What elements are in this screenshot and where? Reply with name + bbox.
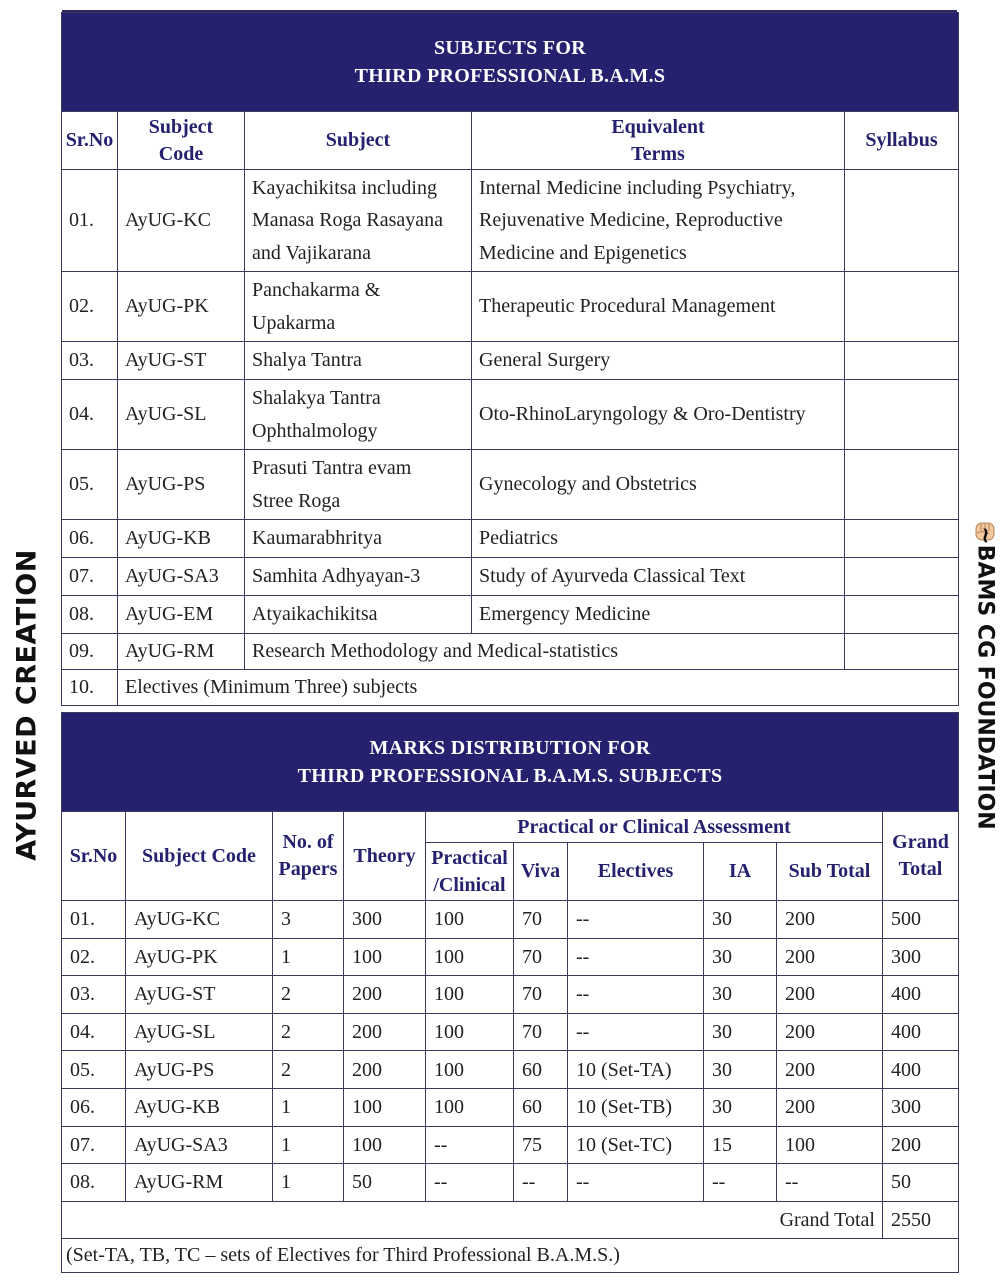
- subject-sr: 08.: [62, 596, 118, 634]
- subject-equivalent-line: General Surgery: [479, 349, 611, 372]
- subject-name: [245, 272, 472, 342]
- marks-header-subject-code: Subject Code: [126, 812, 273, 901]
- marks-code: AyUG-KB: [126, 1088, 273, 1126]
- marks-sr: 04.: [62, 1013, 126, 1051]
- header-equivalent-terms: [472, 112, 845, 170]
- marks-code: AyUG-SA3: [126, 1126, 273, 1164]
- subject-name-line: Atyaikachikitsa: [252, 603, 378, 626]
- marks-header-practical-group: Practical or Clinical Assessment: [426, 812, 883, 843]
- header-subject: Subject: [245, 112, 472, 170]
- marks-grand: 400: [883, 1013, 959, 1051]
- subject-name-line: Stree Roga: [252, 489, 341, 512]
- marks-row: [62, 1051, 959, 1089]
- marks-header-papers: [273, 812, 344, 901]
- marks-ia: 30: [704, 1051, 777, 1089]
- subject-code: AyUG-KB: [118, 520, 245, 558]
- subject-equivalent: [472, 342, 845, 380]
- marks-papers: 1: [273, 1126, 344, 1164]
- marks-practical: 100: [426, 938, 514, 976]
- subjects-title-line2: THIRD PROFESSIONAL B.A.M.S: [354, 65, 666, 87]
- subject-equivalent-line: Emergency Medicine: [479, 603, 651, 626]
- marks-ia: --: [704, 1164, 777, 1202]
- subject-equivalent-line: Medicine and Epigenetics: [479, 241, 687, 264]
- marks-header-papers-line1: No. of: [282, 831, 334, 853]
- subject-equivalent: [472, 272, 845, 342]
- marks-row: [62, 901, 959, 939]
- subjects-row-10: [62, 670, 959, 706]
- marks-practical: 100: [426, 901, 514, 939]
- marks-row: [62, 1126, 959, 1164]
- header-sr-no: Sr.No: [62, 112, 118, 170]
- marks-header-practical: [426, 843, 514, 901]
- marks-theory: 200: [344, 1051, 426, 1089]
- marks-row: [62, 1013, 959, 1051]
- subjects-row: [62, 450, 959, 520]
- marks-electives: --: [568, 976, 704, 1014]
- grand-total-row: [62, 1201, 959, 1238]
- subject-name: [245, 520, 472, 558]
- subjects-title-line1: SUBJECTS FOR: [434, 37, 586, 59]
- marks-grand: 400: [883, 976, 959, 1014]
- marks-theory: 100: [344, 1088, 426, 1126]
- subjects-body: [62, 170, 959, 634]
- grand-total-label: Grand Total: [62, 1201, 883, 1238]
- marks-electives: --: [568, 1164, 704, 1202]
- marks-table: [61, 712, 959, 1273]
- marks-papers: 1: [273, 1088, 344, 1126]
- marks-sr: 06.: [62, 1088, 126, 1126]
- marks-row: [62, 1164, 959, 1202]
- note-row: [62, 1238, 959, 1272]
- subject-syllabus: [845, 272, 959, 342]
- subject-syllabus: [845, 342, 959, 380]
- subjects-header-row: [62, 112, 959, 170]
- marks-subtotal: 200: [777, 1013, 883, 1051]
- marks-code: AyUG-KC: [126, 901, 273, 939]
- marks-grand: 500: [883, 901, 959, 939]
- subject-sr: 06.: [62, 520, 118, 558]
- subjects-row: [62, 558, 959, 596]
- marks-header-sr-no: Sr.No: [62, 812, 126, 901]
- subject-equivalent-line: Oto-RhinoLaryngology & Oro-Dentistry: [479, 403, 806, 426]
- marks-electives: 10 (Set-TA): [568, 1051, 704, 1089]
- subject-code: AyUG-KC: [118, 170, 245, 272]
- marks-code: AyUG-ST: [126, 976, 273, 1014]
- subject-code: AyUG-SL: [118, 380, 245, 450]
- marks-electives: --: [568, 1013, 704, 1051]
- marks-header-theory: Theory: [344, 812, 426, 901]
- subject-syllabus: [845, 380, 959, 450]
- marks-title: [62, 713, 959, 812]
- marks-practical: 100: [426, 976, 514, 1014]
- marks-practical: --: [426, 1164, 514, 1202]
- right-watermark-text: ~BAMS CG FOUNDATION: [972, 526, 998, 830]
- marks-code: AyUG-RM: [126, 1164, 273, 1202]
- marks-viva: 70: [514, 901, 568, 939]
- marks-ia: 30: [704, 1013, 777, 1051]
- subject-sr: 03.: [62, 342, 118, 380]
- marks-grand: 300: [883, 1088, 959, 1126]
- marks-code: AyUG-PK: [126, 938, 273, 976]
- subject-syllabus: [845, 596, 959, 634]
- marks-practical: 100: [426, 1088, 514, 1126]
- marks-viva: 75: [514, 1126, 568, 1164]
- header-subject-code-line1: Subject: [148, 115, 214, 138]
- subject-name: [245, 450, 472, 520]
- subject-code: AyUG-SA3: [118, 558, 245, 596]
- header-syllabus: Syllabus: [845, 112, 959, 170]
- marks-header-grand-total: [883, 812, 959, 901]
- electives-note: (Set-TA, TB, TC – sets of Electives for Third Professional B.A.M.S.): [62, 1238, 959, 1272]
- marks-viva: 70: [514, 976, 568, 1014]
- marks-theory: 100: [344, 938, 426, 976]
- marks-papers: 2: [273, 1013, 344, 1051]
- row9-subject: Research Methodology and Medical-statistics: [245, 634, 845, 670]
- subject-sr: 02.: [62, 272, 118, 342]
- subject-equivalent-line: Study of Ayurveda Classical Text: [479, 565, 746, 588]
- subjects-row: [62, 596, 959, 634]
- marks-sr: 03.: [62, 976, 126, 1014]
- marks-header-ia: IA: [704, 843, 777, 901]
- subject-equivalent-line: Internal Medicine including Psychiatry,: [479, 176, 796, 199]
- subject-equivalent: [472, 450, 845, 520]
- marks-grand: 300: [883, 938, 959, 976]
- marks-theory: 50: [344, 1164, 426, 1202]
- marks-sr: 08.: [62, 1164, 126, 1202]
- marks-title-line2: THIRD PROFESSIONAL B.A.M.S. SUBJECTS: [297, 765, 723, 787]
- subjects-row: [62, 520, 959, 558]
- subject-equivalent: [472, 380, 845, 450]
- subject-equivalent-line: Therapeutic Procedural Management: [479, 295, 776, 318]
- marks-electives: --: [568, 901, 704, 939]
- marks-theory: 100: [344, 1126, 426, 1164]
- left-watermark-text: AYURVED CREATION: [11, 549, 43, 861]
- subject-name-line: Upakarma: [252, 311, 336, 334]
- marks-papers: 2: [273, 1051, 344, 1089]
- header-equivalent-line1: Equivalent: [611, 115, 705, 138]
- marks-grand: 200: [883, 1126, 959, 1164]
- subject-name-line: Prasuti Tantra evam: [252, 457, 412, 479]
- marks-ia: 30: [704, 1088, 777, 1126]
- marks-ia: 15: [704, 1126, 777, 1164]
- subject-sr: 07.: [62, 558, 118, 596]
- subject-equivalent: [472, 170, 845, 272]
- header-subject-code: [118, 112, 245, 170]
- row9-code: AyUG-RM: [118, 634, 245, 670]
- marks-electives: 10 (Set-TC): [568, 1126, 704, 1164]
- row9-syllabus: [845, 634, 959, 670]
- row9-sr: 09.: [62, 634, 118, 670]
- subject-name: [245, 558, 472, 596]
- marks-viva: 70: [514, 1013, 568, 1051]
- marks-subtotal: 200: [777, 1088, 883, 1126]
- subject-name-line: Manasa Roga Rasayana: [252, 209, 444, 232]
- marks-viva: 60: [514, 1051, 568, 1089]
- subject-name-line: Ophthalmology: [252, 419, 378, 442]
- marks-theory: 200: [344, 1013, 426, 1051]
- marks-practical: 100: [426, 1051, 514, 1089]
- subject-equivalent: [472, 520, 845, 558]
- marks-subtotal: --: [777, 1164, 883, 1202]
- subjects-table: [61, 12, 959, 706]
- subject-name-line: Shalakya Tantra: [252, 387, 381, 409]
- subjects-row: [62, 342, 959, 380]
- subjects-row: [62, 170, 959, 272]
- subject-syllabus: [845, 520, 959, 558]
- marks-row: [62, 1088, 959, 1126]
- marks-header-practical-line1: Practical: [431, 846, 508, 869]
- marks-electives: 10 (Set-TB): [568, 1088, 704, 1126]
- subject-sr: 04.: [62, 380, 118, 450]
- subject-code: AyUG-EM: [118, 596, 245, 634]
- subject-name-line: Samhita Adhyayan-3: [252, 565, 421, 588]
- subject-name-line: Kayachikitsa including: [252, 176, 437, 199]
- marks-sr: 02.: [62, 938, 126, 976]
- subject-code: AyUG-PK: [118, 272, 245, 342]
- marks-ia: 30: [704, 976, 777, 1014]
- marks-ia: 30: [704, 938, 777, 976]
- subject-code: AyUG-ST: [118, 342, 245, 380]
- marks-theory: 300: [344, 901, 426, 939]
- row10-text: Electives (Minimum Three) subjects: [118, 670, 959, 706]
- row10-sr: 10.: [62, 670, 118, 706]
- marks-header-viva: Viva: [514, 843, 568, 901]
- marks-header-electives: Electives: [568, 843, 704, 901]
- marks-header-grand-line1: Grand: [892, 831, 949, 853]
- subjects-title: [62, 13, 959, 112]
- subject-name: [245, 596, 472, 634]
- subject-syllabus: [845, 558, 959, 596]
- subject-equivalent-line: Rejuvenative Medicine, Reproductive: [479, 209, 783, 232]
- marks-ia: 30: [704, 901, 777, 939]
- marks-body: [62, 901, 959, 1202]
- subjects-row: [62, 380, 959, 450]
- marks-header-row-1: [62, 812, 959, 843]
- marks-row: [62, 938, 959, 976]
- marks-viva: 60: [514, 1088, 568, 1126]
- subjects-row-09: [62, 634, 959, 670]
- header-subject-code-line2: Code: [158, 142, 204, 165]
- marks-sr: 05.: [62, 1051, 126, 1089]
- subject-code: AyUG-PS: [118, 450, 245, 520]
- subject-name: [245, 342, 472, 380]
- marks-papers: 3: [273, 901, 344, 939]
- header-equivalent-line2: Terms: [631, 142, 685, 165]
- marks-header-practical-line2: /Clinical: [433, 873, 506, 896]
- subject-equivalent: [472, 596, 845, 634]
- marks-sr: 07.: [62, 1126, 126, 1164]
- subject-equivalent-line: Pediatrics: [479, 527, 558, 550]
- marks-code: AyUG-SL: [126, 1013, 273, 1051]
- marks-subtotal: 200: [777, 938, 883, 976]
- subject-syllabus: [845, 170, 959, 272]
- subject-sr: 05.: [62, 450, 118, 520]
- subjects-row: [62, 272, 959, 342]
- marks-theory: 200: [344, 976, 426, 1014]
- marks-practical: 100: [426, 1013, 514, 1051]
- subject-equivalent-line: Gynecology and Obstetrics: [479, 473, 697, 496]
- marks-electives: --: [568, 938, 704, 976]
- marks-code: AyUG-PS: [126, 1051, 273, 1089]
- marks-viva: 70: [514, 938, 568, 976]
- marks-subtotal: 100: [777, 1126, 883, 1164]
- marks-sr: 01.: [62, 901, 126, 939]
- marks-header-sub-total: Sub Total: [777, 843, 883, 901]
- marks-title-line1: MARKS DISTRIBUTION FOR: [369, 737, 651, 759]
- marks-papers: 1: [273, 938, 344, 976]
- marks-papers: 1: [273, 1164, 344, 1202]
- marks-grand: 50: [883, 1164, 959, 1202]
- grand-total-value: 2550: [883, 1201, 959, 1238]
- subject-name: [245, 380, 472, 450]
- marks-subtotal: 200: [777, 901, 883, 939]
- marks-header-grand-line2: Total: [898, 858, 943, 880]
- subject-sr: 01.: [62, 170, 118, 272]
- marks-viva: --: [514, 1164, 568, 1202]
- subject-equivalent: [472, 558, 845, 596]
- subject-name-line: and Vajikarana: [252, 241, 372, 264]
- marks-subtotal: 200: [777, 1051, 883, 1089]
- subject-name-line: Kaumarabhritya: [252, 527, 382, 550]
- marks-row: [62, 976, 959, 1014]
- subject-syllabus: [845, 450, 959, 520]
- subject-name-line: Shalya Tantra: [252, 349, 362, 372]
- marks-header-papers-line2: Papers: [278, 858, 338, 880]
- marks-practical: --: [426, 1126, 514, 1164]
- marks-papers: 2: [273, 976, 344, 1014]
- marks-subtotal: 200: [777, 976, 883, 1014]
- subject-name: [245, 170, 472, 272]
- subject-name-line: Panchakarma &: [252, 279, 381, 301]
- marks-grand: 400: [883, 1051, 959, 1089]
